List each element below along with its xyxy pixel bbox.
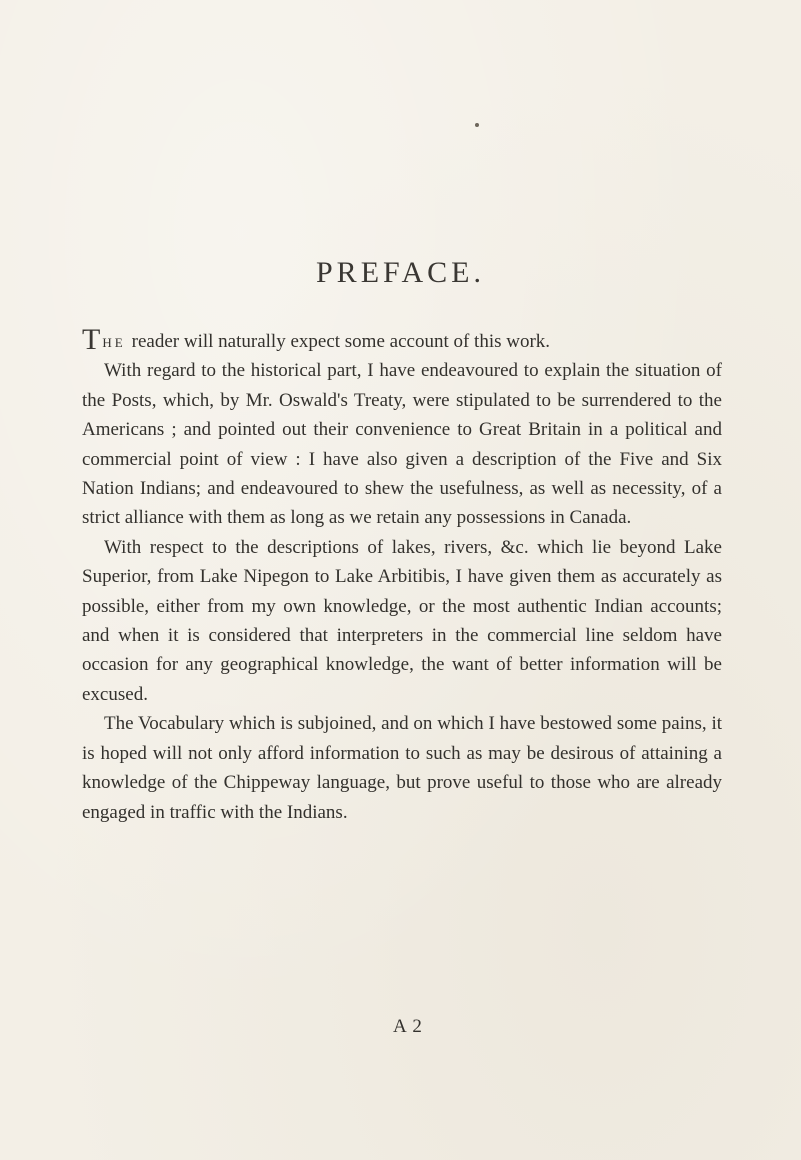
- paragraph-2: With regard to the historical part, I have endeavoured to explain the situation of the Posts, which, by Mr. Oswald's Treaty, were stipulated to be surrendered to the Americans ; and pointed out their convenience to Great Britain in a political and commercial point of view : I have also given a description of the Five and Six Nation Indians; and endeavoured to shew the usefulness, as well as necessity, of a strict alliance with them as long as we retain any possessions in Canada.: [82, 360, 722, 529]
- paragraph-4: The Vocabulary which is subjoined, and on which I have bestowed some pains, it is hoped will not only afford information to such as may be desirous of attaining a knowledge of the Chippeway language, but prove useful to those who are already engaged in traffic with the Indians.: [82, 713, 722, 823]
- ink-speck: [475, 123, 479, 127]
- drop-cap: T: [82, 323, 101, 356]
- page-title: PREFACE.: [316, 256, 485, 289]
- paragraph-1-text: reader will naturally expect some account of this work.: [131, 331, 551, 352]
- paragraph-1: [82, 323, 722, 356]
- preface-body: [82, 323, 722, 827]
- signature-mark: A 2: [393, 1016, 423, 1037]
- small-caps-word: he: [102, 331, 126, 352]
- paragraph-3: With respect to the descriptions of lakes, rivers, &c. which lie beyond Lake Superior, from Lake Nipegon to Lake Arbitibis, I have given them as accurately as possible, either from my own knowledge, or the most authentic Indian accounts; and when it is considered that interpreters in the commercial line seldom have occasion for any geographical knowledge, the want of better information will be excused.: [82, 536, 722, 705]
